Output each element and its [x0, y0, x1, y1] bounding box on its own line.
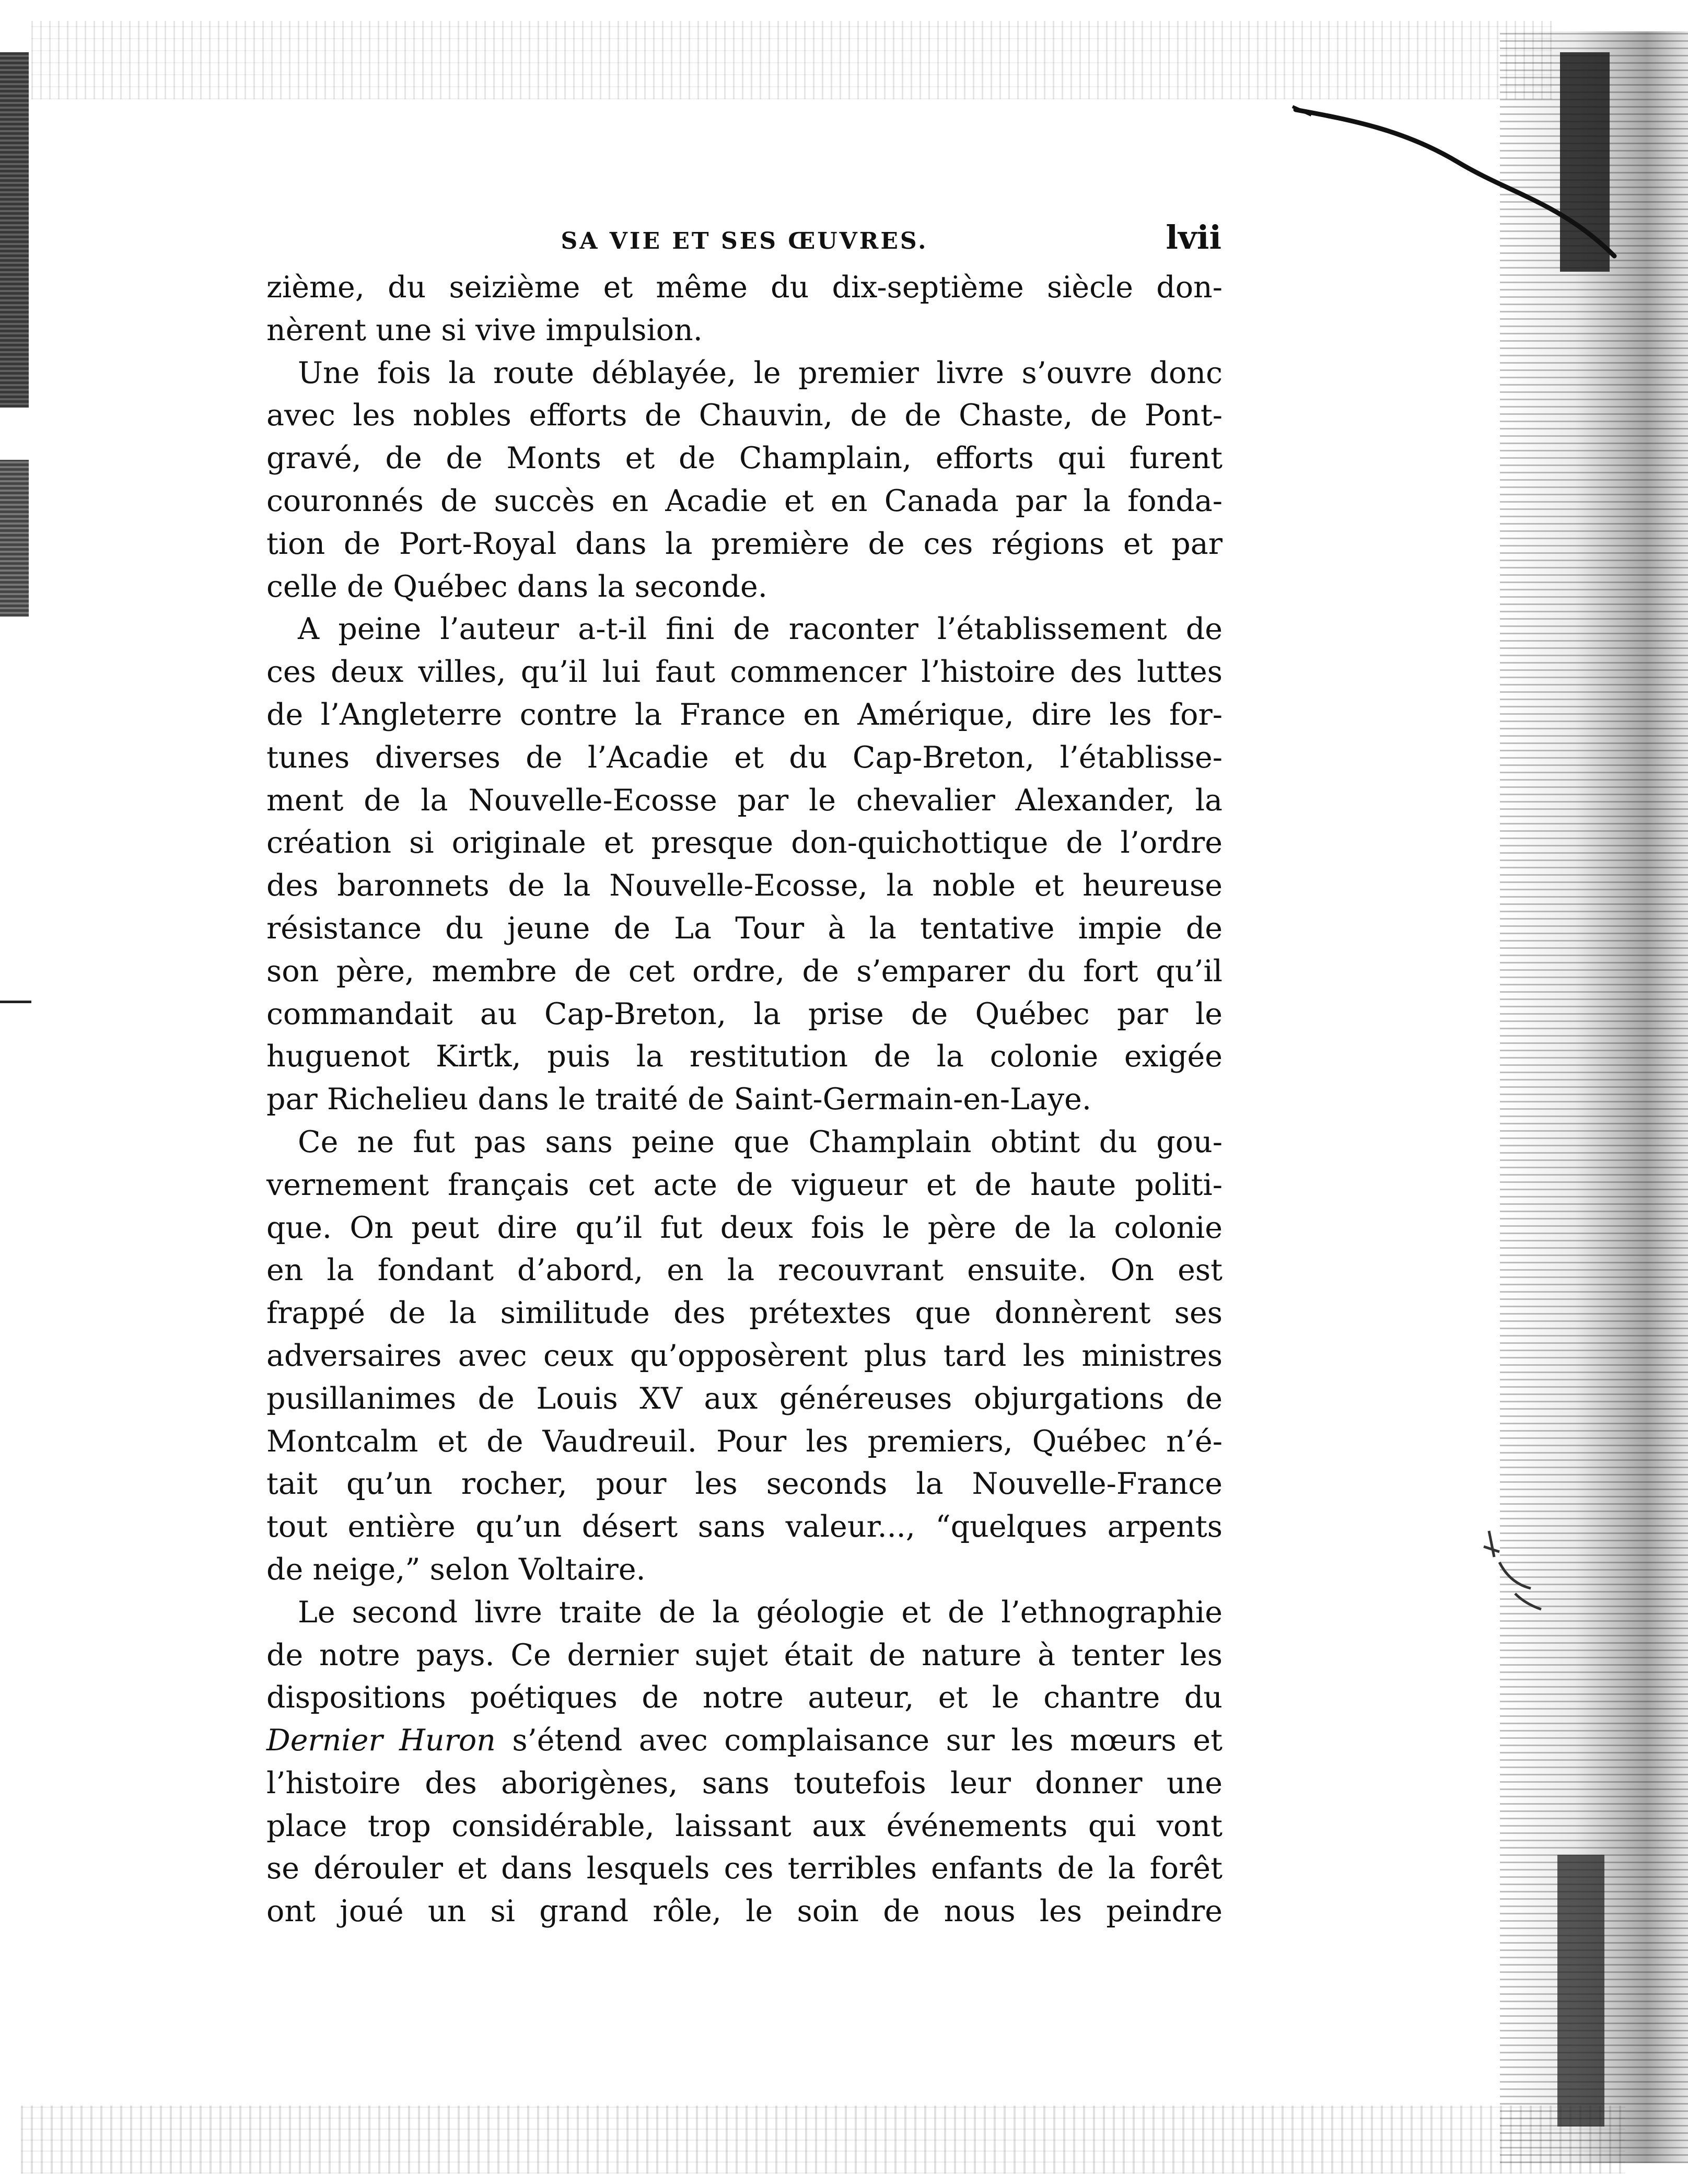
text-line: zième, du seizième et même du dix-septième siècle don- — [266, 270, 1223, 305]
text-line: tion de Port-Royal dans la première de ces régions et par — [266, 526, 1223, 561]
text-line: par Richelieu dans le traité de Saint-Germain-en-Laye. — [266, 1082, 1091, 1117]
text-line: Ce ne fut pas sans peine que Champlain obtint du gou- — [298, 1124, 1223, 1159]
text-line: de neige,” selon Voltaire. — [266, 1552, 646, 1587]
text-line: avec les nobles efforts de Chauvin, de de Chaste, de Pont- — [266, 398, 1223, 433]
paragraph — [266, 608, 1223, 1121]
running-head-title: SA VIE ET SES ŒUVRES. — [561, 228, 928, 254]
text-line: ment de la Nouvelle-Ecosse par le chevalier Alexander, la — [266, 783, 1223, 818]
paragraph — [266, 266, 1223, 352]
text-line: des baronnets de la Nouvelle-Ecosse, la noble et heureuse — [266, 868, 1223, 903]
text-line: ont joué un si grand rôle, le soin de nous les peindre — [266, 1894, 1223, 1929]
text-line: huguenot Kirtk, puis la restitution de la colonie exigée — [266, 1039, 1223, 1074]
text-line: Le second livre traite de la géologie et de l’ethnographie — [298, 1595, 1223, 1630]
paragraph — [266, 1121, 1223, 1591]
text-line: couronnés de succès en Acadie et en Canada par la fonda- — [266, 483, 1223, 518]
scan-noise-top — [31, 21, 1552, 99]
text-line: adversaires avec ceux qu’opposèrent plus tard les ministres — [266, 1338, 1223, 1373]
pen-stroke-mark — [1290, 99, 1625, 266]
text-line: pusillanimes de Louis XV aux généreuses objurgations de — [266, 1381, 1223, 1416]
text-line: de notre pays. Ce dernier sujet était de nature à tenter les — [266, 1637, 1223, 1672]
text-line: Montcalm et de Vaudreuil. Pour les premiers, Québec n’é- — [266, 1424, 1223, 1459]
scan-left-tick — [0, 1001, 31, 1003]
text-line: Une fois la route déblayée, le premier livre s’ouvre donc — [298, 355, 1223, 390]
text-line: frappé de la similitude des prétextes que donnèrent ses — [266, 1296, 1223, 1331]
running-head — [266, 209, 1223, 266]
text-line: celle de Québec dans la seconde. — [266, 569, 767, 604]
paragraph — [266, 1591, 1223, 1933]
book-title-italic: Dernier Huron — [266, 1723, 496, 1758]
page-number: lvii — [1166, 218, 1221, 257]
text-line: en la fondant d’abord, en la recouvrant ensuite. On est — [266, 1253, 1223, 1288]
scan-shadow-right — [1500, 31, 1688, 2163]
text-line: ces deux villes, qu’il lui faut commencer l’histoire des luttes — [266, 655, 1223, 690]
text-line: résistance du jeune de La Tour à la tentative impie de — [266, 911, 1223, 946]
text-line: nèrent une si vive impulsion. — [266, 312, 703, 347]
text-line: place trop considérable, laissant aux événements qui vont — [266, 1808, 1223, 1843]
scribble-mark — [1468, 1526, 1552, 1614]
text-line: se dérouler et dans lesquels ces terribles enfants de la forêt — [266, 1851, 1223, 1886]
text-line: tait qu’un rocher, pour les seconds la Nouvelle-France — [266, 1467, 1223, 1502]
text-line: commandait au Cap-Breton, la prise de Québec par le — [266, 996, 1223, 1031]
text-line: que. On peut dire qu’il fut deux fois le père de la colonie — [266, 1210, 1223, 1245]
text-line: gravé, de de Monts et de Champlain, efforts qui furent — [266, 441, 1223, 476]
text-line: l’histoire des aborigènes, sans toutefois leur donner une — [266, 1765, 1223, 1800]
text-line: création si originale et presque don-quichottique de l’ordre — [266, 826, 1223, 861]
text-line: tout entière qu’un désert sans valeur..., “quelques arpents — [266, 1509, 1223, 1544]
scan-edge-left-upper — [0, 52, 29, 408]
text-line: de l’Angleterre contre la France en Amérique, dire les for- — [266, 697, 1223, 732]
body-text — [266, 266, 1223, 1933]
text-line italic-line: Dernier Huron s’étend avec complaisance sur les mœurs et — [266, 1723, 1223, 1758]
book-page — [266, 209, 1223, 1933]
paragraph — [266, 352, 1223, 609]
scan-edge-left-lower — [0, 460, 29, 617]
text-line: A peine l’auteur a-t-il fini de raconter l’établissement de — [298, 612, 1223, 647]
text-line: tunes diverses de l’Acadie et du Cap-Breton, l’établisse- — [266, 740, 1223, 775]
text-line: vernement français cet acte de vigueur et de haute politi- — [266, 1167, 1223, 1202]
text-line: dispositions poétiques de notre auteur, et le chantre du — [266, 1680, 1223, 1715]
text-line: son père, membre de cet ordre, de s’emparer du fort qu’il — [266, 954, 1223, 989]
scan-noise-bottom — [21, 2106, 1625, 2174]
scan-dark-bar-bottom-right — [1557, 1855, 1604, 2127]
